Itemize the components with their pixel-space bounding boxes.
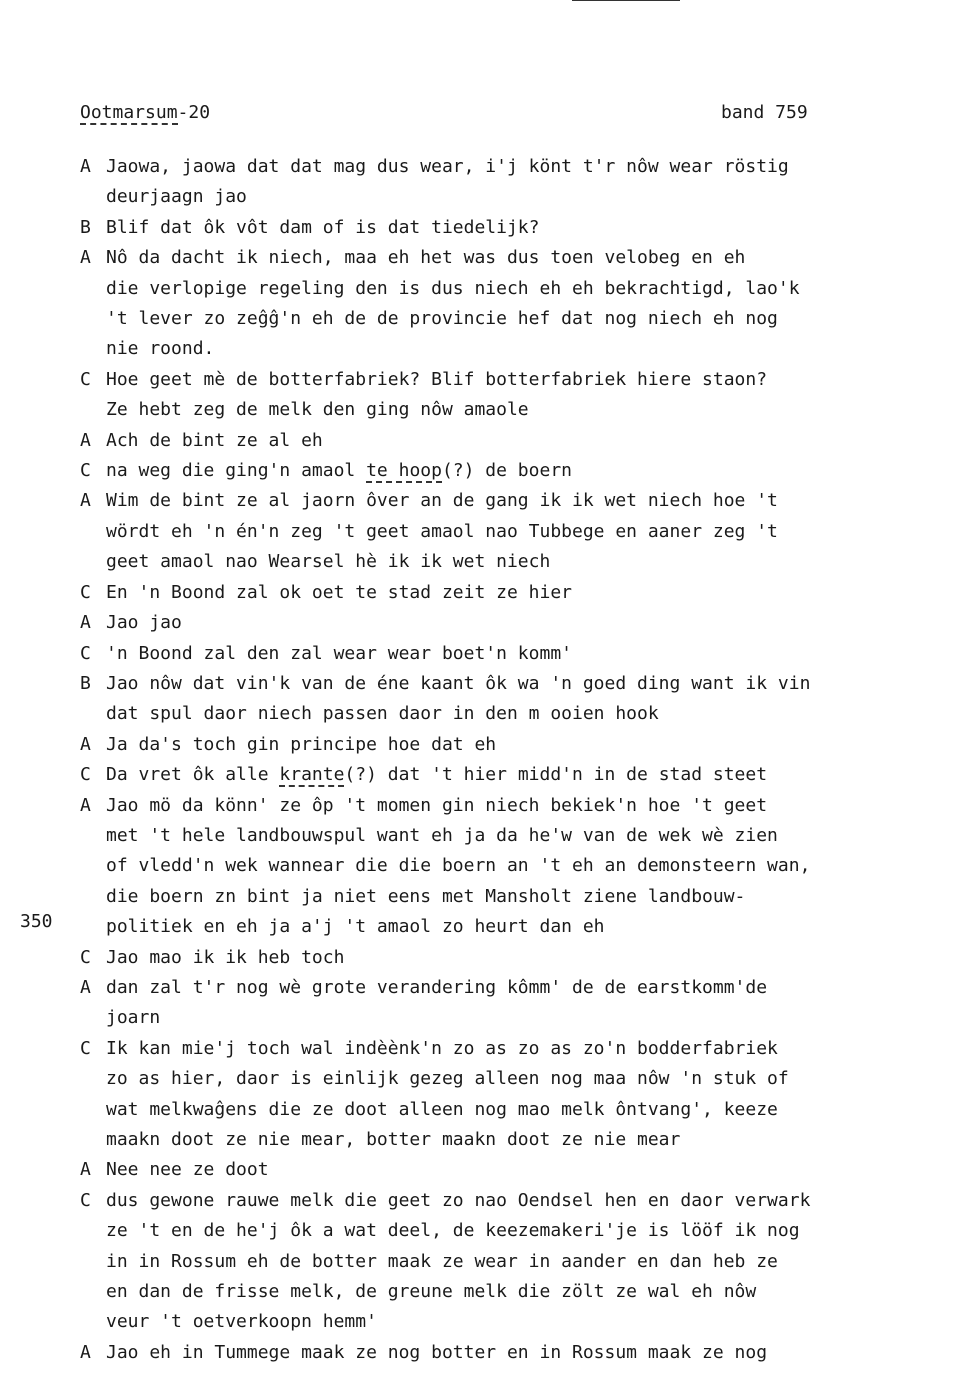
uncertain-word: krante bbox=[279, 764, 345, 786]
speaker-label: A bbox=[80, 429, 91, 451]
transcript-turn bbox=[80, 152, 930, 213]
speaker-label: B bbox=[80, 216, 91, 238]
turn-text bbox=[106, 730, 930, 760]
turn-text bbox=[106, 243, 930, 365]
turn-text bbox=[106, 1186, 930, 1338]
speaker-label: A bbox=[80, 247, 91, 269]
speaker-label: A bbox=[80, 156, 91, 177]
turn-text bbox=[106, 426, 930, 456]
turn-text bbox=[106, 152, 930, 213]
text-line: 'n Boond zal den zal wear wear boet'n komm' bbox=[106, 642, 572, 664]
transcript-turn bbox=[80, 608, 930, 638]
page-header bbox=[80, 102, 840, 128]
text-line: Wim de bint ze al jaorn ôver an de gang ik ik wet niech hoe 't bbox=[106, 490, 778, 512]
text-line: Ja da's toch gin principe hoe dat eh bbox=[106, 733, 497, 755]
transcript bbox=[80, 152, 930, 1368]
text-line: Jao jao bbox=[106, 612, 182, 634]
place-name-suffix: -20 bbox=[177, 102, 211, 123]
text-line: geet amaol nao Wearsel hè ik ik wet niech bbox=[106, 551, 551, 573]
text-line: joarn bbox=[106, 1007, 161, 1029]
speaker-label: C bbox=[80, 642, 91, 664]
text-line: veur 't oetverkoopn hemm' bbox=[106, 1311, 377, 1333]
text-line: politiek en eh ja a'j 't amaol zo heurt dan eh bbox=[106, 916, 605, 938]
margin-line-number: 350 bbox=[20, 911, 53, 932]
speaker-label: C bbox=[80, 946, 91, 968]
band-number: band 759 bbox=[721, 102, 808, 123]
text-line: Hoe geet mè de botterfabriek? Blif botterfabriek hiere staon? bbox=[106, 368, 768, 390]
transcript-turn bbox=[80, 1338, 930, 1368]
text-line: Jao nôw dat vin'k van de éne kaant ôk wa 'n goed ding want ik vin bbox=[106, 672, 811, 694]
speaker-label: C bbox=[80, 1189, 91, 1211]
speaker-label: C bbox=[80, 764, 91, 786]
turn-text bbox=[106, 1338, 930, 1368]
turn-text bbox=[106, 669, 930, 730]
text-line: Ik kan mie'j toch wal indèènk'n zo as zo as zo'n bodderfabriek bbox=[106, 1037, 778, 1059]
text-line: dat spul daor niech passen daor in den m ooien hook bbox=[106, 703, 659, 725]
text-line: die verlopige regeling den is dus niech eh eh bekrachtigd, lao'k bbox=[106, 277, 800, 299]
text-line: 't lever zo zeĝĝ'n eh de de provincie hef dat nog niech eh nog bbox=[106, 308, 778, 330]
text-line: Ze hebt zeg de melk den ging nôw amaole bbox=[106, 399, 529, 421]
turn-text bbox=[106, 486, 930, 577]
turn-text bbox=[106, 791, 930, 943]
transcript-turn bbox=[80, 1155, 930, 1185]
turn-text bbox=[106, 1034, 930, 1156]
speaker-label: A bbox=[80, 733, 91, 755]
text-line: Ach de bint ze al eh bbox=[106, 429, 323, 451]
transcript-turn bbox=[80, 639, 930, 669]
turn-text bbox=[106, 973, 930, 1034]
text-line: ze 't en de he'j ôk a wat deel, de keezemakeri'je is lööf ik nog bbox=[106, 1220, 800, 1242]
turn-text bbox=[106, 760, 930, 790]
speaker-label: B bbox=[80, 672, 91, 694]
text-line: Nee nee ze doot bbox=[106, 1159, 269, 1181]
turn-text bbox=[106, 1155, 930, 1185]
speaker-label: A bbox=[80, 1159, 91, 1181]
text-line: dus gewone rauwe melk die geet zo nao Oendsel hen en daor verwark bbox=[106, 1189, 811, 1211]
transcript-turn bbox=[80, 486, 930, 577]
speaker-label: A bbox=[80, 976, 91, 998]
place-name-underlined: Ootmarsum bbox=[80, 102, 178, 123]
speaker-label: C bbox=[80, 460, 91, 482]
top-rule bbox=[572, 0, 680, 1]
transcript-turn bbox=[80, 456, 930, 486]
text-line: maakn doot ze nie mear, botter maakn doot ze nie mear bbox=[106, 1129, 681, 1150]
place-name bbox=[80, 102, 210, 123]
transcript-turn bbox=[80, 213, 930, 243]
text-line: die boern zn bint ja niet eens met Mansholt ziene landbouw- bbox=[106, 885, 746, 907]
transcript-turn bbox=[80, 578, 930, 608]
speaker-label: A bbox=[80, 612, 91, 634]
transcript-turn bbox=[80, 973, 930, 1034]
uncertain-word: te hoop bbox=[366, 460, 442, 482]
turn-text bbox=[106, 456, 930, 486]
transcript-turn bbox=[80, 791, 930, 943]
transcript-turn bbox=[80, 243, 930, 365]
speaker-label: C bbox=[80, 1037, 91, 1059]
text-line: zo as hier, daor is einlijk gezeg alleen nog maa nôw 'n stuk of bbox=[106, 1068, 789, 1090]
text-line: na weg die ging'n amaol te hoop(?) de boern bbox=[106, 460, 572, 482]
text-line: Blif dat ôk vôt dam of is dat tiedelijk? bbox=[106, 216, 540, 238]
text-line: en dan de frisse melk, de greune melk die zölt ze wal eh nôw bbox=[106, 1281, 757, 1303]
turn-text bbox=[106, 639, 930, 669]
text-line: in in Rossum eh de botter maak ze wear in aander en dan heb ze bbox=[106, 1250, 778, 1272]
text-line: nie roond. bbox=[106, 338, 215, 360]
speaker-label: A bbox=[80, 490, 91, 512]
text-line: Nô da dacht ik niech, maa eh het was dus toen velobeg en eh bbox=[106, 247, 746, 269]
transcript-turn bbox=[80, 669, 930, 730]
speaker-label: A bbox=[80, 1341, 91, 1363]
transcript-turn bbox=[80, 1186, 930, 1338]
transcript-turn bbox=[80, 426, 930, 456]
text-line: dan zal t'r nog wè grote verandering kômm' de de earstkomm'de bbox=[106, 976, 768, 998]
transcript-turn bbox=[80, 1034, 930, 1156]
transcript-turn bbox=[80, 943, 930, 973]
transcript-turn bbox=[80, 365, 930, 426]
turn-text bbox=[106, 213, 930, 243]
transcript-turn bbox=[80, 760, 930, 790]
speaker-label: A bbox=[80, 794, 91, 816]
text-line: wat melkwaĝens die ze doot alleen nog mao melk ôntvang', keeze bbox=[106, 1098, 778, 1120]
text-line: Da vret ôk alle krante(?) dat 't hier midd'n in de stad steet bbox=[106, 764, 768, 786]
turn-text bbox=[106, 578, 930, 608]
turn-text bbox=[106, 365, 930, 426]
transcript-turn bbox=[80, 730, 930, 760]
text-line: wördt eh 'n én'n zeg 't geet amaol nao Tubbege en aaner zeg 't bbox=[106, 520, 778, 542]
text-line: of vledd'n wek wannear die die boern an 't eh an demonsteern wan, bbox=[106, 855, 811, 877]
text-line: deurjaagn jao bbox=[106, 186, 247, 208]
turn-text bbox=[106, 608, 930, 638]
turn-text bbox=[106, 943, 930, 973]
text-line: En 'n Boond zal ok oet te stad zeit ze hier bbox=[106, 581, 572, 603]
text-line: Jao mao ik ik heb toch bbox=[106, 946, 345, 968]
text-line: met 't hele landbouwspul want eh ja da he'w van de wek wè zien bbox=[106, 824, 778, 846]
text-line: Jaowa, jaowa dat dat mag dus wear, i'j könt t'r nôw wear röstig bbox=[106, 156, 789, 177]
speaker-label: C bbox=[80, 581, 91, 603]
text-line: Jao mö da könn' ze ôp 't momen gin niech bekiek'n hoe 't geet bbox=[106, 794, 768, 816]
text-line: Jao eh in Tummege maak ze nog botter en in Rossum maak ze nog bbox=[106, 1341, 768, 1363]
speaker-label: C bbox=[80, 368, 91, 390]
